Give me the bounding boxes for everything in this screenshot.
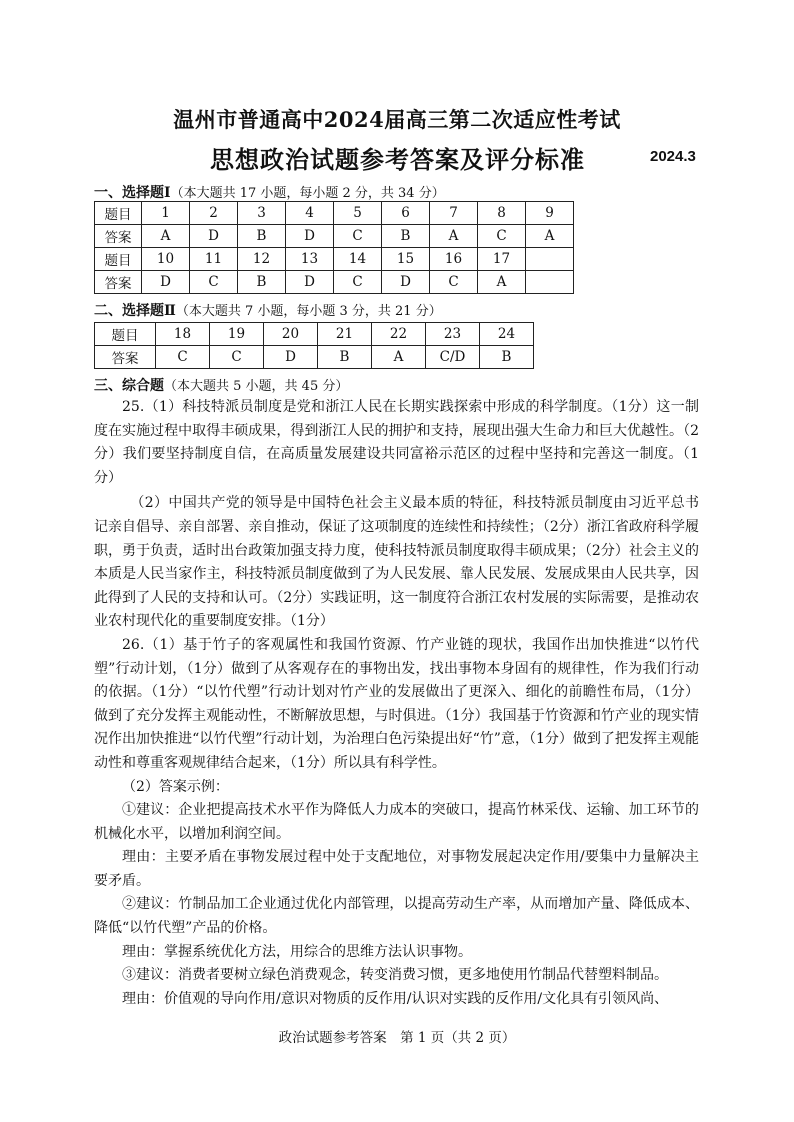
answer-cell: 6 — [382, 202, 430, 225]
table-row — [95, 346, 534, 369]
answer-cell: B — [238, 225, 286, 248]
answer-cell: 1 — [142, 202, 190, 225]
answer-cell: D — [286, 271, 334, 294]
answer-cell: 21 — [318, 323, 372, 346]
section2-heading-label: 二、选择题Ⅱ — [94, 303, 176, 319]
answer-cell: 19 — [210, 323, 264, 346]
answer-cell: C — [210, 346, 264, 369]
table-row — [95, 323, 534, 346]
section1-heading-label: 一、选择题Ⅰ — [94, 185, 171, 201]
q26-part2: （2）答案示例： — [122, 778, 229, 795]
answer-cell: 15 — [382, 248, 430, 271]
answer-cell: A — [430, 225, 478, 248]
answer-cell: D — [286, 225, 334, 248]
answer-cell: D — [382, 271, 430, 294]
q26-part1: 26.（1）基于竹子的客观属性和我国竹资源、竹产业链的现状，我国作出加快推进“以竹代塑”行动计划，（1分）做到了从客观存在的事物出发，找出事物本身固有的规律性，作为我们行动的依据。（1分）“以竹代塑”行动计划对竹产业的发展做出了更深入、细化的前瞻性布局，（1分）做到了充分发挥主观能动性，不断解放思想，与时俱进。（1分）我国基于竹资源和竹产业的现实情况作出加快推进“以竹代塑”行动计划，为治理白色污染提出好“竹”意，（1分）做到了把发挥主观能动性和尊重客观规律结合起来，（1分）所以具有科学性。 — [94, 636, 699, 771]
answer-cell: 3 — [238, 202, 286, 225]
answer-cell: C — [156, 346, 210, 369]
answer-cell: 17 — [478, 248, 526, 271]
answer-cell: B — [382, 225, 430, 248]
answer-cell: 18 — [156, 323, 210, 346]
date: 2024.3 — [650, 148, 696, 165]
answer-cell: 13 — [286, 248, 334, 271]
row-header-cell: 题目 — [95, 248, 142, 271]
row-header-cell: 答案 — [95, 271, 142, 294]
answer-cell: A — [478, 271, 526, 294]
reason-3: 理由：价值观的导向作用/意识对物质的反作用/认识对实践的反作用/文化具有引领风尚、 — [122, 990, 669, 1007]
page-footer: 政治试题参考答案 第 1 页（共 2 页） — [278, 1030, 516, 1046]
answer-cell: D — [142, 271, 190, 294]
section3-heading — [94, 375, 348, 395]
section3-heading-label: 三、综合题 — [94, 378, 164, 394]
answer-cell: A — [142, 225, 190, 248]
section2-note: （本大题共 7 小题，每小题 3 分，共 21 分） — [175, 304, 442, 319]
section2-heading — [94, 300, 442, 320]
answer-body — [94, 396, 699, 1011]
answer-cell: B — [238, 271, 286, 294]
row-header-cell: 题目 — [95, 323, 156, 346]
section1-heading — [94, 182, 445, 202]
answer-cell: 5 — [334, 202, 382, 225]
table-row — [95, 248, 574, 271]
answer-cell: B — [480, 346, 534, 369]
answer-cell: C — [430, 271, 478, 294]
answer-cell: 22 — [372, 323, 426, 346]
table-row — [95, 225, 574, 248]
answer-table-1 — [94, 201, 574, 294]
suggestion-1: ①建议：企业把提高技术水平作为降低人力成本的突破口，提高竹林采伐、运输、加工环节的机械化水平，以增加利润空间。 — [94, 802, 699, 842]
answer-cell: 20 — [264, 323, 318, 346]
section3-note: （本大题共 5 小题，共 45 分） — [164, 379, 349, 394]
answer-cell: 7 — [430, 202, 478, 225]
answer-table-2 — [94, 322, 534, 369]
answer-cell: C/D — [426, 346, 480, 369]
suggestion-2: ②建议：竹制品加工企业通过优化内部管理，以提高劳动生产率，从而增加产量、降低成本、降低“以竹代塑”产品的价格。 — [94, 896, 699, 937]
reason-2: 理由：掌握系统优化方法，用综合的思维方法认识事物。 — [122, 943, 472, 960]
row-header-cell: 题目 — [95, 202, 142, 225]
title-line1: 温州市普通高中2024届高三第二次适应性考试 — [173, 107, 621, 132]
answer-cell: 23 — [426, 323, 480, 346]
answer-cell: 24 — [480, 323, 534, 346]
answer-cell: C — [190, 271, 238, 294]
answer-cell: 10 — [142, 248, 190, 271]
answer-cell: 14 — [334, 248, 382, 271]
answer-cell: 8 — [478, 202, 526, 225]
answer-cell: 9 — [526, 202, 574, 225]
answer-cell: D — [264, 346, 318, 369]
answer-cell: D — [190, 225, 238, 248]
answer-cell — [526, 271, 574, 294]
answer-cell: B — [318, 346, 372, 369]
answer-cell: 4 — [286, 202, 334, 225]
title-line2: 思想政治试题参考答案及评分标准 — [210, 145, 585, 174]
suggestion-3: ③建议：消费者要树立绿色消费观念，转变消费习惯，更多地使用竹制品代替塑料制品。 — [122, 967, 668, 984]
answer-cell: 16 — [430, 248, 478, 271]
row-header-cell: 答案 — [95, 346, 156, 369]
answer-cell: C — [478, 225, 526, 248]
answer-cell — [526, 248, 574, 271]
answer-cell: 12 — [238, 248, 286, 271]
answer-cell: A — [372, 346, 426, 369]
table-row — [95, 202, 574, 225]
section1-note: （本大题共 17 小题，每小题 2 分，共 34 分） — [170, 186, 445, 201]
row-header-cell: 答案 — [95, 225, 142, 248]
answer-cell: 11 — [190, 248, 238, 271]
q25-part1: 25.（1）科技特派员制度是党和浙江人民在长期实践探索中形成的科学制度。（1分）这一制度在实施过程中取得丰硕成果，得到浙江人民的拥护和支持，展现出强大生命力和巨大优越性。（2分）我们要坚持制度自信，在高质量发展建设共同富裕示范区的过程中坚持和完善这一制度。（1分） — [94, 399, 699, 486]
q25-part2: （2）中国共产党的领导是中国特色社会主义最本质的特征，科技特派员制度由习近平总书记亲自倡导、亲自部署、亲自推动，保证了这项制度的连续性和持续性；（2分）浙江省政府科学履职，勇于负责，适时出台政策加强支持力度，使科技特派员制度取得丰硕成果；（2分）社会主义的本质是人民当家作主，科技特派员制度做到了为人民发展、靠人民发展、发展成果由人民共享，因此得到了人民的支持和认可。（2分）实践证明，这一制度符合浙江农村发展的实际需要，是推动农业农村现代化的重要制度安排。（1分） — [94, 495, 699, 630]
answer-cell: C — [334, 225, 382, 248]
reason-1: 理由：主要矛盾在事物发展过程中处于支配地位，对事物发展起决定作用/要集中力量解决主要矛盾。 — [94, 849, 699, 889]
answer-cell: A — [526, 225, 574, 248]
answer-cell: 2 — [190, 202, 238, 225]
answer-cell: C — [334, 271, 382, 294]
table-row — [95, 271, 574, 294]
